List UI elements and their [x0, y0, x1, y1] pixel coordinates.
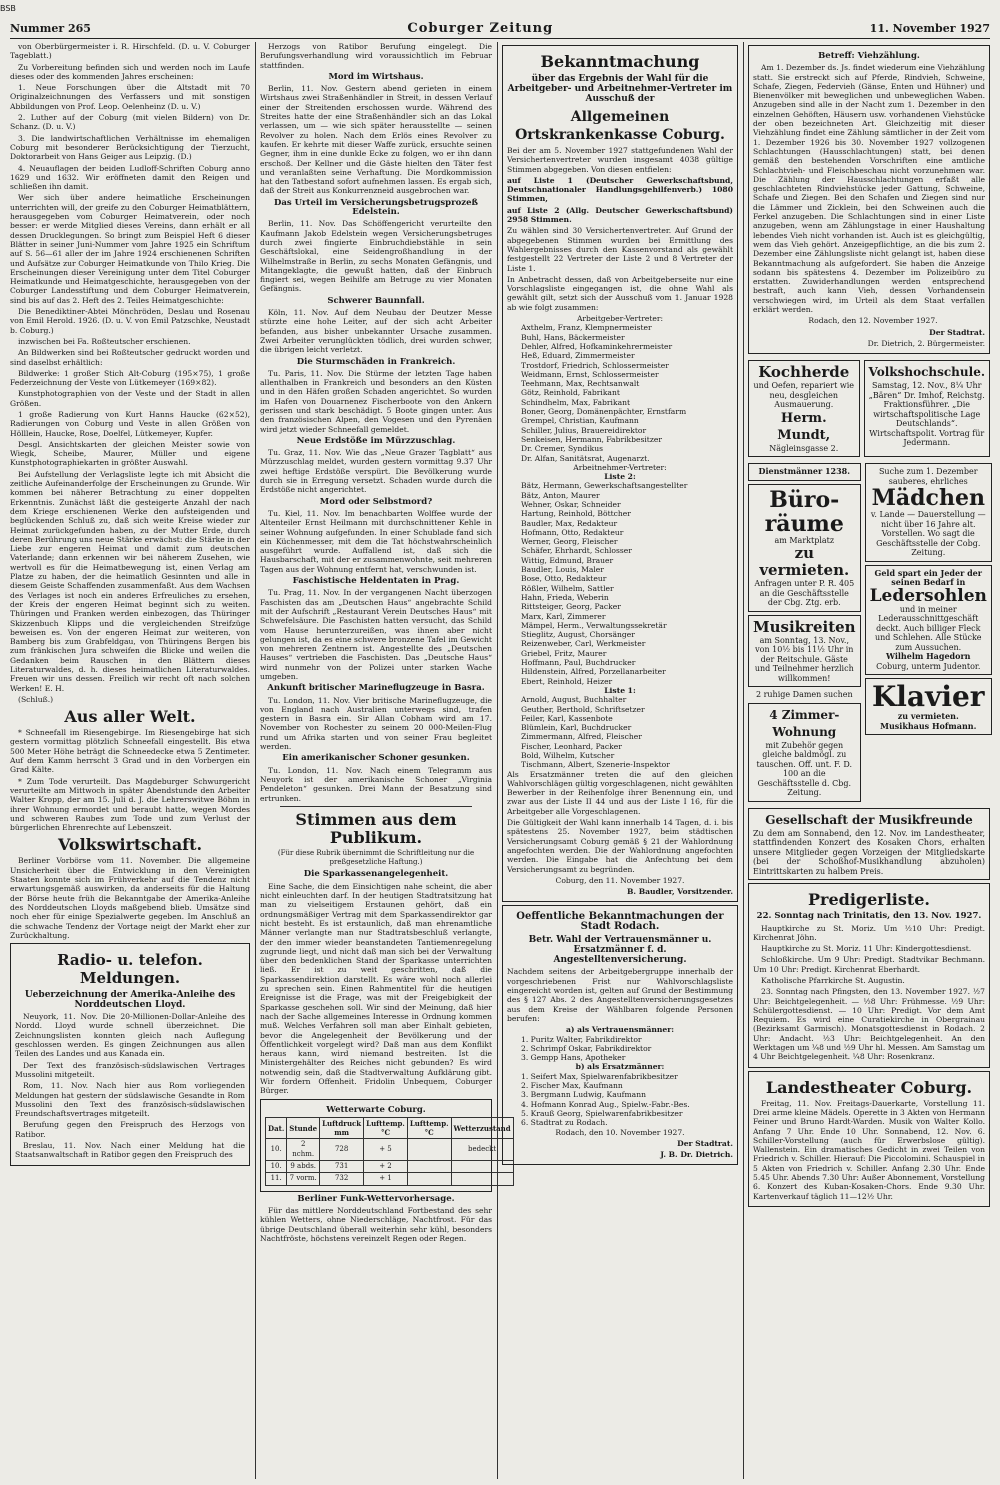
maedchen-title: Mädchen: [871, 485, 985, 512]
an1-list: [507, 695, 733, 769]
bekannt-sign: B. Baudler, Vorsitzender.: [626, 887, 733, 897]
table-cell: [407, 1173, 451, 1185]
rodach-a-list: [507, 1035, 733, 1063]
predigt-item: Hauptkirche zu St. Moriz. Um ½10 Uhr: Predigt. Kirchenrat Jöhn.: [753, 923, 985, 942]
bekannt-text3: In Anbetracht dessen, daß von Arbeitgeberseite nur eine Vorschlagsliste eingegangen ist, die ohne Wahl als gewählt gilt, setzt sich der Ausschuß vom 1. Januar 1928 ab wie folgt zusammen:: [507, 274, 733, 312]
bekannt-text5: Die Gültigkeit der Wahl kann innerhalb 14 Tagen, d. i. bis spätestens 25. November 1927, beim städtischen Versicherungsamt Coburg gemäß § 21 der Wahlordnung angefochten werden. Die der Wahlordnung angefochten werden. Die Eingabe hat die Anfechtung bei dem Versicherungsamt zu begründen.: [507, 818, 733, 874]
list-item: Geuther, Berthold, Schriftsetzer: [521, 704, 645, 714]
wetter-box: [260, 1099, 511, 1192]
ad-zimmer: [748, 703, 861, 802]
weather-column-header: Luftdruck mm: [320, 1117, 364, 1139]
article-text: Tu. Graz, 11. Nov. Wie das „Neue Grazer Tagblatt“ aus Mürzzuschlag meldet, wurden gestern vormittag 9.37 Uhr zwei heftige Erdstöße verspürt. Die Bevölkerung wurde durch sie in Erregung versetzt. Schaden wurde durch die Erdstöße nicht angerichtet.: [260, 448, 492, 495]
table-row: [266, 1139, 514, 1161]
list-item: Baudler, Louis, Maler: [521, 565, 604, 575]
an-heading: Arbeitnehmer-Vertreter:: [573, 462, 667, 472]
table-cell: bedeckt: [451, 1139, 513, 1161]
zimmer-title: 4 Zimmer-Wohnung: [769, 707, 840, 739]
list-item: Wittig, Edmund, Brauer: [521, 555, 614, 565]
article-text: Tu. London, 11. Nov. Nach einem Telegramm aus Neuyork ist der amerikanische Schoner „Virginia Pendeleton“ gesunken. Drei Mann der Besatzung sind ertrunken.: [260, 765, 492, 803]
issue-number: Nummer 265: [10, 21, 91, 35]
volkswirtschaft-heading: Volkswirtschaft.: [57, 835, 203, 855]
buero-text: am Marktplatz: [774, 535, 835, 545]
article-paragraph: Kunstphotographien von der Veste und der Stadt in allen Größen.: [10, 389, 250, 408]
predigt-heading: Predigerliste.: [807, 890, 930, 910]
article-paragraph: 4. Neuauflagen der beiden Ludloff-Schriften Coburg anno 1629 und 1632. Wir eröffneten damit den Reigen und schließen ihn damit.: [10, 163, 250, 192]
ad-musik: [748, 615, 861, 688]
list-item: Bose, Otto, Redakteur: [521, 574, 607, 584]
list-item: Mämpel, Herm., Verwaltungssekretär: [521, 620, 667, 630]
weather-body: [266, 1139, 514, 1185]
article-heading: Ein amerikanischer Schoner gesunken.: [282, 753, 470, 764]
article-text: Köln, 11. Nov. Auf dem Neubau der Deutzer Messe stürzte eine hohe Leiter, auf der sich acht Arbeiter befanden, aus bisher unbekannter Ursache zusammen. Zwei Arbeiter verunglückten tödlich, drei wurden schwer, die übrigen leicht verletzt.: [260, 308, 492, 355]
buero-title1: Büro-: [769, 486, 840, 513]
article-paragraph: 1. Neue Forschungen über die Altstadt mit 70 Originalzeichnungen des Verfassers und mit sonstigen Abbildungen von Prof. Leop. Oelenheinz (D. u. V.): [10, 83, 250, 111]
zimmer-text: mit Zubehör gegen gleiche baldmögl. zu tauschen. Off. unt. F. D. 100 an die Geschäftsstelle d. Cbg. Zeitung.: [756, 740, 853, 798]
weather-header-row: [266, 1117, 514, 1139]
bekanntmachung-box: [502, 45, 738, 902]
list-item: Schiller, Julius, Brauereidirektor: [521, 425, 647, 435]
ad-dienst: Dienstmänner 1238.: [748, 463, 861, 481]
rodach-box: [502, 905, 738, 1165]
vieh-heading: Betreff: Viehzählung.: [818, 51, 920, 61]
column-divider-1: [255, 42, 256, 1479]
rodach-a-heading: a) als Vertrauensmänner:: [565, 1025, 675, 1035]
list-item: Marx, Karl, Zimmerer: [521, 611, 606, 621]
article-paragraph: Wer sich über andere heimatliche Erscheinungen unterrichten will, der greife zu den Coburger Heimatblättern, herausgegeben vom Coburger Heimatverein, oder noch besser: er werde Mitglied dieses Vereins, dann erhält er all dessen Drucklegungen. So bringt zum Beispiel Heft 6 dieser Blätter in seiner Juni-Nummer vom Jahre 1925 ein Schriftum auf S. 56—61 aller der im Jahre 1924 erschienenen Schriften und Aufsätze zur Coburger Heimatkunde von Thilo Krieg. Die Erscheinungen dieser Vereinigung unter dem Titel Coburger Heimatkunde und Heimatgeschichte, herausgegeben von der Coburger Landesstiftung und dem Coburger Heimatverein, sind bis auf das 2. Heft des 2. Teiles Heimatgeschichte:: [10, 193, 250, 305]
list-item: Blümlein, Karl, Buchdrucker: [521, 723, 632, 733]
kochherde-title: Kochherde: [758, 363, 850, 382]
radio-item: Neuyork, 11. Nov. Die 20-Millionen-Dollar-Anleihe des Nordd. Lloyd wurde schnell überzeichnet. Die Zeichnungslisten konnten gleich nach Auflegung geschlossen werden. Es gingen Zeichnungen aus allen Teilen des Landes und aus Kanada ein.: [15, 1012, 245, 1059]
column-divider-2: [497, 42, 498, 1479]
news-item: * Schneefall im Riesengebirge. Im Riesengebirge hat sich gestern vormittag plötzlich Schneefall eingestellt. Bis etwa 500 Meter Höhe beträgt die Schneedecke etwa 5 Zentimeter. Auf dem Kamm herrscht 3 Grad und in den Vorbergen ein Grad Kälte.: [10, 728, 250, 775]
article-paragraph: 1 große Radierung von Kurt Hanns Haucke (62×52), Radierungen von Coburg und Veste in allen Größen von Hölllein, Haucke, Rose, Doelfel, Lütkemeyer, Kupfer.: [10, 409, 250, 438]
list-item: Reizenweber, Carl, Werkmeister: [521, 639, 646, 649]
article-paragraph: 3. Die landwirtschaftlichen Verhältnisse im ehemaligen Coburg mit besonderer Berücksichtigung der Tierzucht, Doktorarbeit von Hans Geiger aus Leipzig. (D.): [10, 133, 250, 162]
article-heading: Die Sturmschäden in Frankreich.: [296, 356, 456, 367]
list-item: 1. Puritz Walter, Fabrikdirektor: [521, 1034, 642, 1044]
stimmen-heading: Stimmen aus dem Publikum.: [295, 809, 457, 847]
leder-top: Geld spart ein Jeder der seinen Bedarf in: [874, 567, 982, 588]
kochherde-name: Herm. Mundt,: [777, 410, 831, 443]
list-item: Fischer, Leonhard, Packer: [521, 741, 622, 751]
l2-heading: Liste 2:: [604, 472, 636, 482]
bekannt-sub1: über das Ergebnis der Wahl für die Arbeitgeber- und Arbeitnehmer-Vertreter im Ausschuß der: [507, 74, 733, 104]
list-item: Zimmermann, Alfred, Fleischer: [521, 732, 642, 742]
radio-box: [10, 943, 250, 1165]
volks-title: Volkshochschule.: [868, 365, 985, 380]
ad-volkshochschule: [864, 360, 990, 457]
bekannt-heading: Bekanntmachung: [540, 52, 700, 71]
table-cell: + 2: [364, 1161, 408, 1173]
rodach-b-list: [507, 1072, 733, 1128]
list-item: Schäfer, Ehrhardt, Schlosser: [521, 546, 632, 556]
an2-list: [507, 481, 733, 686]
ad-musikfreunde: [748, 808, 990, 881]
column-1: [10, 42, 250, 1479]
weather-column-header: Stunde: [287, 1117, 320, 1139]
article-text: Berlin, 11. Nov. Das Schöffengericht verurteilte den Kaufmann Jakob Edelstein wegen Versicherungsbetruges durch zwei fingierte Einbruchdiebstähle in sein Geschäftslokal, eine Seidengroßhandlung in der Wilhelmstraße in Berlin, zu sechs Monaten Gefängnis, und Mitangeklagte, die gewußt hatten, daß der Einbruch fingiert sei, wegen Beihilfe am Betruge zu vier Monaten Gefängnis.: [260, 219, 492, 294]
column-divider-3: [743, 42, 744, 1479]
weather-column-header: Lufttemp. °C: [364, 1117, 408, 1139]
article-paragraph: An Bildwerken sind bei Roßteutscher gedruckt worden und sind daselbst erhältlich:: [10, 348, 250, 367]
volks-text: Samstag, 12. Nov., 8¼ Uhr „Bären“ Dr. Imhof, Reichstg. Fraktionsführer. „Die wirtschaftspolitische Lage Deutschlands“. Wirtschaftspolit. Vortrag für Jedermann.: [868, 381, 985, 448]
library-stamp: BSB: [0, 4, 16, 13]
vieh-place: Rodach, den 12. November 1927.: [808, 316, 938, 326]
col2-articles: [260, 73, 492, 803]
rodach-text: Nachdem seitens der Arbeitgebergruppe innerhalb der vorgeschriebenen Frist nur Wahlvorschlagsliste eingereicht worden ist, gelten auf Grund der Bestimmung des § 127 Abs. 2 des Angestelltenversicherungsgesetzes aus dem Kreise der Wählbaren folgende Personen berufen:: [507, 967, 733, 1023]
vieh-box: [748, 45, 990, 354]
rodach-sign1: Der Stadtrat.: [677, 1138, 733, 1148]
list-item: Dr. Cremer, Syndikus: [521, 444, 604, 454]
predigt-sub: 22. Sonntag nach Trinitatis, den 13. Nov. 1927.: [756, 911, 982, 922]
list-item: 5. Krauß Georg, Spielwarenfabrikbesitzer: [521, 1108, 683, 1118]
table-cell: 11.: [266, 1173, 287, 1185]
article-paragraph: Bildwerke: 1 großer Stich Alt-Coburg (195×75), 1 große Federzeichnung der Veste von Lütkemeyer (169×82).: [10, 368, 250, 388]
predigt-item: 23. Sonntag nach Pfingsten, den 13. November 1927. ½7 Uhr: Beichtgelegenheit. — ½8 Uhr: Frühmesse. ½9 Uhr: Schülergottesdienst. — 10 Uhr: Predigt. Vor dem Amt Requiem. Es wird eine Curatiekirche in Obergrainau (Bezirksamt Garmisch). Monatsgottesdienst in Rodach. 2 Uhr: Andacht. ½3 Uhr: Beichtgelegenheit. An den Werktagen um ¼8 und ½9 Uhr hl. Messen. Am Samstag um 4 Uhr Beichtgelegenheit. ¼8 Uhr: Rosenkranz.: [753, 987, 985, 1062]
list-item: 4. Hofmann Konrad Aug., Spielw.-Fabr.-Bes.: [521, 1099, 690, 1109]
list-item: Hildenstein, Alfred, Porzellanarbeiter: [521, 667, 666, 677]
list-item: Ebert, Reinhold, Heizer: [521, 676, 613, 686]
article-heading: Mord im Wirtshaus.: [328, 71, 424, 82]
list-item: Buhl, Hans, Bäckermeister: [521, 332, 625, 342]
stimmen-text: Eine Sache, die dem Einsichtigen nahe scheint, die aber nicht einleuchten darf. In der heutigen Stadtratsitzung hat man zu vielseitigem Erstaunen gehört, daß ein ordnungsmäßiger Vertrag mit dem Sparkassendirektor gar nicht besteht. Es ist erstaunlich, daß man ehrenamtliche Männer verlangte man nur Stadtratsbeschluß verlangte, der den immer wieder beanstandeten Tantiemenregelung zugrunde liegt, und nicht daß man sich bei der Verwaltung über den bedenklichen Stand der Sparkasse unterrichten ließ. Er ist zu weit geschritten, daß die Sparkassendirektion darstellt. Es wäre wohl noch allerlei zu sprechen sein. Einen Rahmentitel für die heutigen Ereignisse ist die Frage, was mit der Freigebigkeit der Sparkasse geschehen soll. Wir sind der Meinung, daß hier nach der Sache allgemeines Interesse in Ordnung kommen muß. Welches Verfahren soll man aber Einhalt gebieten, bevor die Angelegenheit der Bevölkerung und der Öffentlichkeit vorgelegt wird? Daß man aus dem Konflikt heraus kann, wird niemand bestreiten. Ist die Ministergehälter des Reiches nicht gebunden? Es wird notwendig sein, daß die Stadtverwaltung Aufklärung gibt. Wir fordern Offenheit. Fridolin Unbequem, Coburger Bürger.: [260, 881, 492, 1096]
leder-name: Wilhelm Hagedorn: [885, 651, 971, 662]
list-item: Axthelm, Franz, Klempnermeister: [521, 323, 652, 333]
predigt-items: [753, 924, 985, 1062]
theater-heading: Landestheater Coburg.: [765, 1077, 973, 1097]
rodach-heading: Oeffentliche Bekanntmachungen der Stadt Rodach.: [516, 911, 724, 933]
article-heading: Neue Erdstöße im Mürzzuschlag.: [296, 435, 456, 446]
kochherde-addr: Nägleinsgasse 2.: [769, 443, 839, 453]
list-item: Feiler, Karl, Kassenbote: [521, 713, 613, 723]
list-item: 2. Fischer Max, Kaufmann: [521, 1081, 623, 1091]
list-item: Werner, Georg, Fleischer: [521, 537, 618, 547]
list-item: Hofmann, Otto, Redakteur: [521, 527, 624, 537]
bekannt-text1: Bei der am 5. November 1927 stattgefundenen Wahl der Versichertenvertreter wurden insgesamt 4038 gültige Stimmen abgegeben. Von diesen entfielen:: [507, 146, 733, 174]
article-text: Berlin, 11. Nov. Gestern abend gerieten in einem Wirtshaus zwei Straßenhändler in Streit, in dessen Verlauf einer der Streitenden erschossen wurde. Während des Streites hatte der eine Straßenhändler sich an das Lokal verlassen, um — wie sich später herausstellte — seinen Revolver zu holen. Nach dem Erlös eines Revolver zu kaufen. Er kehrte mit dieser Waffe zurück, ersuchte seinen Gegner, ihm in eine dunkle Ecke zu folgen, wo er ihn dann erschoß. Der Kellner und die Gäste hielten den Täter fest und veranlaßten seine Verhaftung. Die Mordkommission hat den Tatbestand sofort aufnehmen lassen. Es ergab sich, daß der Streit aus Konkurrenzneid ausgebrochen war.: [260, 84, 492, 196]
list-item: Weidmann, Ernst, Schlossermeister: [521, 369, 659, 379]
list-item: Hahn, Frieda, Weberin: [521, 592, 609, 602]
table-cell: [407, 1161, 451, 1173]
list-item: Götz, Reinhold, Fabrikant: [521, 388, 620, 398]
rodach-b-heading: b) als Ersatzmänner:: [575, 1062, 665, 1072]
maedchen-text2: v. Lande — Dauerstellung — nicht über 16 Jahre alt. Vorstellen. Wo sagt die Geschäftsstelle der Cobg. Zeitung.: [870, 510, 986, 558]
bekannt-text2: Zu wählen sind 30 Versichertenvertreter. Auf Grund der abgegebenen Stimmen wurden bei Ermittlung des Wahlergebnisses durch den Kassenvorstand als gewählt festgestellt 22 Vertreter der Liste 2 und 8 Vertreter der Liste 1.: [507, 226, 733, 273]
rodach-sign2: J. B. Dr. Dietrich.: [660, 1150, 733, 1160]
list-item: Grempel, Christian, Kaufmann: [521, 416, 639, 426]
ad-col-left: [748, 460, 861, 805]
ad-col-right: [865, 460, 992, 805]
ad-klavier: [865, 678, 992, 735]
musik-text: am Sonntag, 13. Nov., von 10½ bis 11½ Uhr in der Reitschule. Gäste und Teilnehmer herzlich willkommen!: [754, 635, 854, 683]
newspaper-title: Coburger Zeitung: [407, 20, 554, 36]
article-paragraph: inzwischen bei Fa. Roßteutscher erschienen.: [18, 336, 191, 346]
list-item: 3. Gempp Hans, Apotheker: [521, 1053, 626, 1063]
table-cell: 7 vorm.: [287, 1173, 320, 1185]
musik-title: Musikreiten: [753, 617, 856, 636]
damen-text: 2 ruhige Damen suchen: [755, 690, 853, 700]
klavier-title: Klavier: [871, 680, 985, 714]
bekannt-list1: auf Liste 1 (Deutscher Gewerkschaftsbund, Deutschnationaler Handlungsgehilfenverb.) 1080 Stimmen,: [507, 175, 733, 204]
table-cell: + 1: [364, 1173, 408, 1185]
predigt-item: Katholische Pfarrkirche St. Augustin.: [761, 975, 905, 985]
article-paragraph: Zu Vorbereitung befinden sich und werden noch im Laufe dieses oder des kommenden Jahres erscheinen:: [10, 62, 250, 81]
table-cell: 9 abds.: [287, 1161, 320, 1173]
radio-sub: Ueberzeichnung der Amerika-Anleihe des Norddeutschen Lloyd.: [24, 990, 236, 1011]
list-item: Bold, Wilhelm, Kutscher: [521, 751, 615, 760]
ad-buero: [748, 484, 861, 612]
rodach-sub: Betr. Wahl der Vertrauensmänner u. Ersatzmänner f. d. Angestelltenversicherung.: [528, 935, 712, 966]
l1-heading: Liste 1:: [604, 685, 636, 695]
list-item: Bätz, Anton, Maurer: [521, 490, 600, 500]
wetter-heading: Wetterwarte Coburg.: [326, 1104, 426, 1115]
rodach-place: Rodach, den 10. November 1927.: [555, 1127, 685, 1137]
musikfreunde-title: Gesellschaft der Musikfreunde: [765, 812, 973, 827]
list-item: 6. Stadtrat zu Rodach.: [521, 1118, 608, 1128]
list-item: Rößler, Wilhelm, Sattler: [521, 583, 614, 593]
kochherde-text: und Oefen, repariert wie neu, desgleichen Ausmauerung.: [753, 381, 854, 410]
leder-addr: Coburg, unterm Judentor.: [876, 661, 981, 671]
bekannt-text4: Als Ersatzmänner treten die auf den gleichen Wahlvorschlägen gültig vorgeschlagenen, nicht gewählten Bewerber in der Reihenfolge ihrer Benennung ein, und zwar aus der Liste II 44 und aus der Liste I 16, für die Arbeitgeber alle Vorgeschlagenen.: [507, 769, 733, 816]
volkswirtschaft-text: Berliner Vorbörse vom 11. November. Die allgemeine Unsicherheit über die Entwicklung in den Vereinigten Staaten konnte sich im Frühverkehr auf die Tendenz nicht erwartungsgemäß auswirken, da anderseits für die Haltung der Börse heute früh die Bekanntgabe der Amerika-Anleihe des Norddeutschen Lloyds maßgebend blieb. Umsätze sind noch eher für einige Spezialwerte gegeben. Im Anschluß an die schwache Tendenz der Vortage neigt der Markt eher zur Zurückhaltung.: [10, 856, 250, 940]
list-item: Baudler, Max, Redakteur: [521, 518, 618, 528]
ag-list: [507, 323, 733, 462]
weather-column-header: Wetterzustand: [451, 1117, 513, 1139]
list-item: Boner, Georg, Domänenpächter, Ernstfarm: [521, 407, 687, 417]
theater-text: Freitag, 11. Nov. Freitags-Dauerkarte, Vorstellung 11. Drei arme kleine Mädels. Operette in 3 Akten von Hermann Feiner und Bruno Hardt-Warden. Musik von Walter Kollo. Anfang 7 Uhr. Ende 10 Uhr. Sonnabend, 12. Nov. 6. Schiller-Vorstellung (auch für Erwerbslose gültig). Wallenstein. Ein dramatisches Gedicht in zwei Teilen von Friedrich v. Schiller. Hierauf: Die Piccolomini. Schauspiel in 5 Akten von Friedrich v. Schiller. Anfang 2.30 Uhr. Ende 5.45 Uhr. Abends 7.30 Uhr: Außer Abonnement, Vorstellung 6. Konzert des Kuban-Kosaken-Chors. Ende 9.30 Uhr. Kartenverkauf täglich 11—12½ Uhr.: [753, 1098, 985, 1201]
table-cell: [407, 1139, 451, 1161]
list-item: Hartung, Reinhold, Böttcher: [521, 509, 631, 519]
table-cell: 732: [320, 1173, 364, 1185]
article-heading: Schwerer Baunnfall.: [327, 295, 425, 306]
list-item: 1. Seifert Max, Spielwarenfabrikbesitzer: [521, 1071, 678, 1081]
list-item: Heß, Eduard, Zimmermeister: [521, 351, 635, 361]
table-row: [266, 1173, 514, 1185]
table-cell: 731: [320, 1161, 364, 1173]
aus-aller-welt-items: [10, 728, 250, 832]
list-item: Teehmann, Max, Rechtsanwalt: [521, 379, 640, 389]
buero-title3: zu vermieten.: [759, 544, 850, 580]
list-item: Stieglitz, August, Chorsänger: [521, 630, 635, 640]
buero-text2: Anfragen unter P. R. 405 an die Geschäftsstelle der Cbg. Ztg. erb.: [754, 579, 855, 608]
radio-item: Der Text des französisch-südslawischen Vertrages Mussolini mitgeteilt.: [15, 1060, 245, 1079]
stimmen-sub: Die Sparkassenangelegenheit.: [303, 869, 449, 880]
list-item: Dehler, Alfred, Hofkaminkehrermeister: [521, 341, 673, 351]
separator: [280, 806, 472, 807]
article-heading: Das Urteil im Versicherungsbetrugsprozeß Edelstein.: [274, 197, 478, 218]
list-item: Griebel, Fritz, Maurer: [521, 648, 607, 658]
table-cell: 10.: [266, 1139, 287, 1161]
list-item: Tischmann, Albert, Szenerie-Inspektor: [521, 760, 670, 770]
funk-heading: Berliner Funk-Wettervorhersage.: [297, 1193, 455, 1204]
predigt-box: [748, 883, 990, 1067]
stimmen-note: (Für diese Rubrik übernimmt die Schriftleitung nur die preßgesetzliche Haftung.): [277, 848, 475, 867]
table-cell: 10.: [266, 1161, 287, 1173]
list-item: Arnold, August, Buchhalter: [521, 695, 627, 705]
klavier-name: Musikhaus Hofmann.: [880, 720, 977, 731]
article-paragraph: Die Benediktiner-Abtei Mönchröden, Deslau und Rosenau von Emil Herold. 1926. (D. u. V. von Emil Patzschke, Neustadt b. Coburg.): [10, 307, 250, 335]
funk-text: Für das mittlere Norddeutschland Fortbestand des sehr kühlen Wetters, ohne Niederschläge, Nachtfrost. Für das übrige Deutschland überall weiterhin sehr kühl, besonders Nachtfröste, höchstens vereinzelt Regen oder Regen.: [260, 1205, 492, 1243]
header-rule: [10, 38, 990, 39]
list-item: Hoffmann, Paul, Buchdrucker: [521, 658, 636, 668]
ad-row-1: [748, 357, 990, 460]
vieh-sign1: Der Stadtrat.: [929, 327, 985, 337]
weather-table: [265, 1117, 514, 1186]
predigt-item: Schloßkirche. Um 9 Uhr: Predigt. Stadtvikar Bechmann. Um 10 Uhr: Predigt. Kirchenrat Eberhardt.: [753, 955, 985, 974]
article-paragraph: (Schluß.): [18, 694, 54, 704]
radio-heading: Radio- u. telefon. Meldungen.: [57, 951, 203, 988]
article-heading: Mord oder Selbstmord?: [319, 496, 433, 507]
list-item: Senkeisen, Hermann, Fabrikbesitzer: [521, 434, 662, 444]
list-item: 2. Schrimpf Oskar, Fabrikdirektor: [521, 1043, 652, 1053]
news-item: * Zum Tode verurteilt. Das Magdeburger Schwurgericht verurteilte am Mittwoch in später Abendstunde den Arbeiter Walter Kropp, der am 15. Juli d. J. die Lehrerswitwe Böhm in ihrer Wohnung ermordet und beraubt hatte, wegen Mordes und schweren Raubes zum Tode und zum Verlust der bürgerlichen Ehrenrechte auf Lebenszeit.: [10, 776, 250, 833]
col2-intro: Herzogs von Ratibor Berufung eingelegt. Die Berufungsverhandlung wird voraussichtlich im Februar stattfinden.: [260, 42, 492, 70]
radio-items: [15, 1012, 245, 1159]
article-text: Tu. Kiel, 11. Nov. Im benachbarten Wolffee wurde der Altenteiler Ernst Heilmann mit durchschnittener Kehle in seiner Wohnung aufgefunden. In einer Schublade fand sich ein Küchenmesser, mit dem die Tat höchstwahrscheinlich ausgeführt wurde. Auffallend ist, daß sich die Hausbarschaft, mit der er zusammenwohnte, seit mehreren Tagen aus der Wohnung entfernt hat, verschwunden ist.: [260, 508, 492, 574]
issue-date: 11. November 1927: [869, 21, 990, 35]
ad-maedchen: [865, 463, 992, 562]
article-text: Tu. London, 11. Nov. Vier britische Marineflugzeuge, die von England nach Australien unterwegs sind, trafen gestern in Basra ein. Sir Allan Cobham wird am 17. November von Rochester zu seinem 20 000-Meilen-Flug rund um Afrika starten und von seiner Frau begleitet werden.: [260, 695, 492, 752]
maedchen-text1: Suche zum 1. Dezember sauberes, ehrliches: [878, 467, 978, 486]
column-3: [502, 42, 738, 1479]
bekannt-sub2: Allgemeinen Ortskrankenkasse Coburg.: [515, 109, 725, 143]
vieh-text: Am 1. Dezember ds. Js. findet wiederum eine Viehzählung statt. Sie erstreckt sich auf Pferde, Rindvieh, Schweine, Schafe, Ziegen, Federvieh (Gänse, Enten und Hühner) und Bienenvölker mit beweglichen und unbeweglichen Waben. Anzugeben sind alle in der Nacht zum 1. Dezember in den einzelnen Gehöften, Häusern usw. vorhandenen Viehstücke der oben bezeichneten Art. Gleichzeitig mit dieser Viehzählung findet eine Zählung sämtlicher in der Zeit vom 1. Dezember 1926 bis 30. November 1927 vollzogenen Schlachtungen (Hausschlachtungen) statt, bei denen gemäß den bestehenden Vorschriften eine amtliche Schlachtvieh- und Fleischbeschau nicht vorzunehmen war. Die Zählung der Hausschlachtungen erfaßt alle geschlachteten Rindviehstücke jeder Gattung, Schweine, Schafe und Ziegen. Bei den Schafen und Ziegen sind nur die Lämmer und Zicklein, bei den Schweinen auch die Ferkel anzugeben. Die Schlachtungen sind in einer Liste anzugeben, wenn am Zählungstage in einer Haushaltung lebendes Vieh nicht vorhanden ist. Auch ist es gleichgültig, wem das Vieh gehört. Anzeigepflichtige, an die bis zum 2. Dezember eine Zählungsliste nicht gelangt ist, haben diese Bekanntmachung als aufgefordert. Sie haben die Anzeige sodann bis spätestens 4. Dezember im Polizeibüro zu erstatten. Zuwiderhandlungen werden entsprechend bestraft, auch kann Vieh, dessen Vorhandensein verschwiegen wird, im Urteil als dem Staat verfallen erklärt werden.: [753, 63, 985, 315]
theater-box: [748, 1071, 990, 1207]
article-paragraph: 2. Luther auf der Coburg (mit vielen Bildern) von Dr. Schanz. (D. u. V.): [10, 113, 250, 132]
list-item: Dr. Alfan, Sanitätsrat, Augenarzt.: [521, 453, 650, 463]
article-paragraph: Bei Aufstellung der Verlagsliste legte ich mit Absicht die zeitliche Aufeinanderfolge der Erscheinungen zu Grunde. Wir kommen bei näherer Betrachtung zu einer doppelten Erkenntnis. Zunächst läßt die gesteigerte Anzahl der nach dem Kriege erschienenen Werke den aufsteigenden und beglückenden Schluß zu, daß sich weite Kreise wieder zur Heimat zurückgefunden haben, zu der Mutter Erde, durch deren Berührung uns neue Stärke erwächst: die Stärke in der Liebe zur engeren Heimat und damit zum deutschen Vaterlande; dann erkennen wir bei näherem Zusehen, wie wertvoll es für die Heimatbewegung ist, einen Verlag am Platze zu haben, der die heimatlich Gesinnten und alle in diesem Geiste Schaffenden zusammenfaßt. Aus dem Wachsen des Verlages ist noch ein anderes Erfreuliches zu ersehen, der Kreis der engeren Heimat beginnt sich zu weiten. Thüringen und Franken werden einbezogen, das Thüringer Skizzenbuch Klipps und die vergleichenden Streifzüge beweisen es. Von der engeren Heimat zur weiteren, von Bamberg bis zum Grabfeldgau, von Thüringens Bergen bis zum fränkischen Jura schweifen die Blicke und weilen die Gedanken beim Rauschen in den Blättern dieses Literaturwaldes, d. h. dieses heimatlichen Literaturwaldes. Freuen wir uns dessen. Freilich wir recht oft nach solchen Werken! E. H.: [10, 469, 250, 693]
page-header: [10, 20, 990, 36]
article-paragraph: von Oberbürgermeister i. R. Hirschfeld. (D. u. V. Coburger Tageblatt.): [10, 42, 250, 61]
table-row: [266, 1161, 514, 1173]
ad-kochherde: [748, 360, 860, 457]
article-heading: Faschistische Heldentaten in Prag.: [292, 576, 460, 587]
weather-column-header: Lufttemp. °C: [407, 1117, 451, 1139]
article-heading: Ankunft britischer Marineflugzeuge in Basra.: [267, 683, 485, 694]
table-cell: + 5: [364, 1139, 408, 1161]
radio-item: Berufung gegen den Freispruch des Herzogs von Ratibor.: [15, 1120, 245, 1139]
predigt-item: Hauptkirche zu St. Moriz. 11 Uhr: Kindergottesdienst.: [761, 944, 972, 954]
bekannt-place: Coburg, den 11. November 1927.: [555, 875, 685, 885]
article-text: Tu. Paris, 11. Nov. Die Stürme der letzten Tage haben allenthalben in Frankreich und besonders an den Küsten und in den Häfen großen Schaden angerichtet. So wurden im Hafen von Douarnenez Fischerboote von den Ankern gerissen und stark beschädigt. 5 Boote gingen unter. Aus den französischen Alpen, den Vogesen und den Pyrenäen wird jetzt wieder Schneefall gemeldet.: [260, 368, 492, 434]
table-cell: 2 nchm.: [287, 1139, 320, 1161]
bekannt-list2: auf Liste 2 (Allg. Deutscher Gewerkschaftsbund) 2958 Stimmen.: [507, 205, 733, 225]
list-item: 3. Bergmann Ludwig, Kaufmann: [521, 1090, 646, 1100]
ag-heading: Arbeitgeber-Vertreter:: [576, 314, 664, 324]
leder-text: und in meiner Lederausschnittgeschäft deckt. Auch billiger Fleck und Schlehen. Alle Stücke zum Aussuchen.: [874, 604, 982, 652]
article-paragraph: Desgl. Ansichtskarten der gleichen Meister sowie von Wiegk, Scheibe, Maurer, Müller und eigene Kunstphotographiekarten in größter Auswahl.: [10, 439, 250, 468]
weather-column-header: Dat.: [266, 1117, 287, 1139]
list-item: Schindhelm, Max, Fabrikant: [521, 397, 631, 407]
column-2: [260, 42, 511, 1479]
ad-row-2: [748, 460, 990, 805]
list-item: Bätz, Hermann, Gewerkschaftsangestellter: [521, 481, 688, 491]
leder-title: Ledersohlen: [869, 585, 987, 606]
radio-item: Breslau, 11. Nov. Nach einer Meldung hat die Staatsanwaltschaft in Ratibor gegen den Freispruch des: [15, 1140, 245, 1160]
literature-article: [10, 42, 250, 704]
vieh-sign2: Dr. Dietrich, 2. Bürgermeister.: [867, 338, 985, 348]
column-4: [748, 42, 990, 1479]
article-text: Tu. Prag, 11. Nov. In der vergangenen Nacht überzogen Faschisten das am „Deutschen Haus“ angebrachte Schild mit der Aufschrift „Restaurant Verein Deutsches Haus“ mit Schwefelsäure. Die Faschisten hatten versucht, das Schild vom Hause herunterzureißen, was ihnen aber nicht gelungen ist, da es eine schwere bronzene Tafel im Gewicht von mehreren Zentnern ist. Angestellte des „Deutschen Hauses“ vertrieben die Faschisten. Das „Deutsche Haus“ wird nunmehr von der Polizei unter starken Wache umgeben.: [260, 588, 492, 681]
list-item: Trostdorf, Friedrich, Schlossermeister: [521, 360, 669, 370]
ad-leder: [865, 565, 992, 676]
list-item: Wehner, Oskar, Schneider: [521, 499, 621, 509]
radio-item: Rom, 11. Nov. Nach hier aus Rom vorliegenden Meldungen hat gestern der südslawische Gesandte in Rom Mussolini den Text des französisch-südslawischen Freundschaftsvertrages mitgeteilt.: [15, 1081, 245, 1119]
klavier-text: zu vermieten.: [897, 711, 959, 722]
buero-title2: räume: [764, 510, 844, 537]
list-item: Rittsteiger, Georg, Packer: [521, 602, 621, 612]
table-cell: 728: [320, 1139, 364, 1161]
musikfreunde-text: Zu dem am Sonnabend, den 12. Nov. im Landestheater, stattfindenden Konzert des Kosaken Chors, erhalten unsere Mitglieder gegen Vorzeigen der Mitgliedskarte (bei der Schoßhof-Musikhandlung abzuholen) Eintrittskarten zu halbem Preis.: [753, 828, 985, 876]
aus-aller-welt-heading: Aus aller Welt.: [64, 707, 196, 727]
